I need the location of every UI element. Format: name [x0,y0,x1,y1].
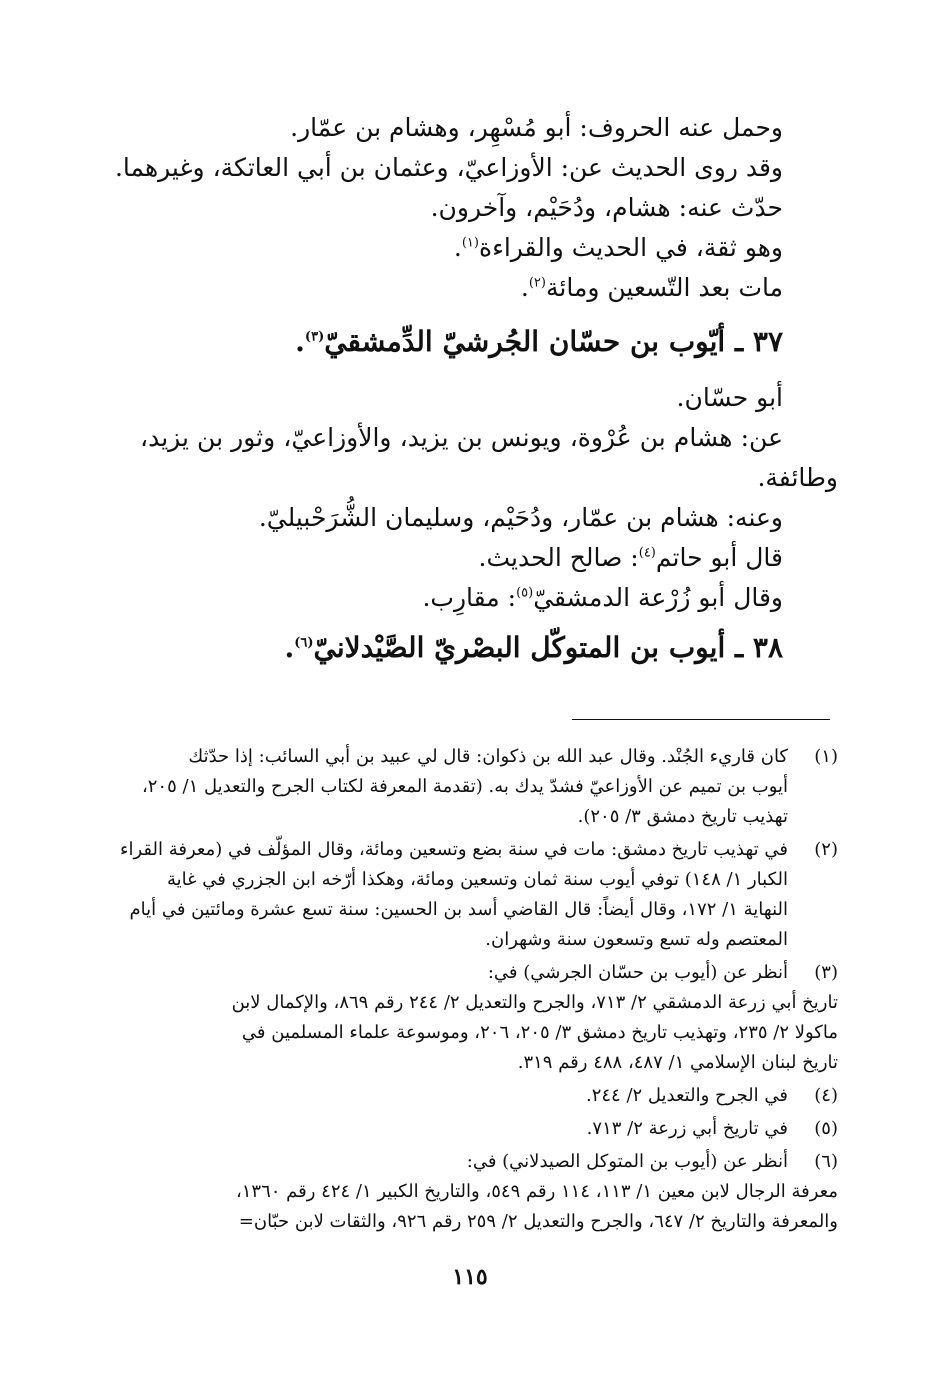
body-line: وعنه: هشام بن عمّار، ودُحَيْم، وسليمان الشُّرَحْبيليّ. [258,503,783,532]
body-text: مات بعد التّسعين ومائة [545,273,783,302]
body-line: وقد روى الحديث عن: الأوزاعيّ، وعثمان بن أبي العاتكة، وغيرهما. [114,153,783,182]
footnote [120,835,838,955]
footnote-ref: (٤) [638,545,656,561]
footnote-line: الكبار ١/ ١٤٨) توفي أيوب سنة ثمان وتسعين ومائة، وهكذا أرّخه ابن الجزري في غاية [167,869,788,890]
footnote-ref: (٦) [294,635,314,651]
footnote-number: (١) [814,746,838,767]
footnote-line: في تهذيب تاريخ دمشق: مات في سنة بضع وتسعين ومائة، وقال المؤلّف في (معرفة القراء [120,839,788,860]
footnote [135,958,838,1078]
body-line: أبو حسّان. [676,383,783,412]
heading-text: ٣٨ ـ أيوب بن المتوكّل البصْريّ الصَّيْدلانيّ [313,631,783,664]
footnote-number: (٣) [814,962,838,983]
body-line: حدّث عنه: هشام، ودُحَيْم، وآخرون. [430,193,783,222]
body-text: . [453,233,462,262]
heading-text: ٣٧ ـ أيّوب بن حسّان الجُرشيّ الدِّمشقيّ [324,325,783,358]
body-line [140,538,838,578]
body-text: قال أبو حاتم [655,543,783,572]
footnote-ref: (٣) [304,329,325,345]
footnote-number: (٢) [814,839,838,860]
footnotes [120,742,838,1240]
entry-heading-38 [140,626,838,670]
footnote-line: والمعرفة والتاريخ ٢/ ٦٤٧، والجرح والتعديل ٢/ ٢٥٩ رقم ٩٢٦، والثقات لابن حبّان= [238,1211,838,1232]
footnote-line: تاريخ أبي زرعة الدمشقي ٢/ ٧١٣، والجرح والتعديل ٢/ ٢٤٤ رقم ٨٦٩، والإكمال لابن [231,992,838,1013]
footnote [135,742,838,832]
footnote-divider [572,719,830,720]
body-text: : صالح الحديث. [478,543,639,572]
body-text: وهو ثقة، في الحديث والقراءة [478,233,783,262]
footnote-line: أنظر عن (أيوب بن حسّان الجرشي) في: [487,962,788,983]
entry-heading-37 [140,320,838,364]
footnote-number: (٤) [814,1085,838,1106]
footnote [135,1147,838,1237]
footnote-line: النهاية ١/ ١٧٢، وقال أيضاً: قال القاضي أسد بن الحسين: سنة تسع عشرة ومائتين في أيام [129,899,788,920]
body-line: عن: هشام بن عُرْوة، ويونس بن يزيد، والأوزاعيّ، وثور بن يزيد، وطائفة. [140,423,838,492]
footnote-line: أنظر عن (أيوب بن المتوكل الصيدلاني) في: [466,1151,788,1172]
body-line [140,268,838,308]
footnote [135,1114,838,1144]
heading-text: . [284,631,295,664]
footnote-line: كان قاريء الجُنْد. وقال عبد الله بن ذكوان: قال لي عبيد بن أبي السائب: إذا حدّثك [188,746,788,767]
footnote-line: تاريخ لبنان الإسلامي ١/ ٤٨٧، ٤٨٨ رقم ٣١٩. [517,1052,838,1073]
body-text: : مقارِب. [422,583,517,612]
footnote-line: في تاريخ أبي زرعة ٢/ ٧١٣. [586,1118,788,1139]
body-line [140,578,838,618]
footnote-ref: (٢) [528,275,546,291]
footnote [135,1081,838,1111]
body-line [140,228,838,268]
main-text [114,108,838,684]
footnote-line: في الجرح والتعديل ٢/ ٢٤٤. [585,1085,788,1106]
page-number: ١١٥ [452,1264,488,1290]
footnote-line: أيوب بن تميم عن الأوزاعيّ فشدّ يدك به. (تقدمة المعرفة لكتاب الجرح والتعديل ١/ ٢٠٥، [141,776,788,797]
body-text: وقال أبو زُرْعة الدمشقيّ [533,583,783,612]
heading-text: . [295,325,305,358]
footnote-line: ماكولا ٢/ ٢٣٥، وتهذيب تاريخ دمشق ٣/ ٢٠٥، ٢٠٦، وموسوعة علماء المسلمين في [241,1022,838,1043]
footnote-line: المعتصم وله تسع وتسعون سنة وشهران. [485,929,788,950]
footnote-number: (٥) [814,1118,838,1139]
footnote-line: تهذيب تاريخ دمشق ٣/ ٢٠٥). [577,806,788,827]
footnote-number: (٦) [814,1151,838,1172]
footnote-line: معرفة الرجال لابن معين ١/ ١١٣، ١١٤ رقم ٥٤٩، والتاريخ الكبير ١/ ٤٢٤ رقم ١٣٦٠، [235,1181,838,1202]
body-text: . [520,273,529,302]
body-line: وحمل عنه الحروف: أبو مُسْهِر، وهشام بن عمّار. [290,113,783,142]
footnote-ref: (٥) [516,585,534,601]
footnote-ref: (١) [461,235,479,251]
